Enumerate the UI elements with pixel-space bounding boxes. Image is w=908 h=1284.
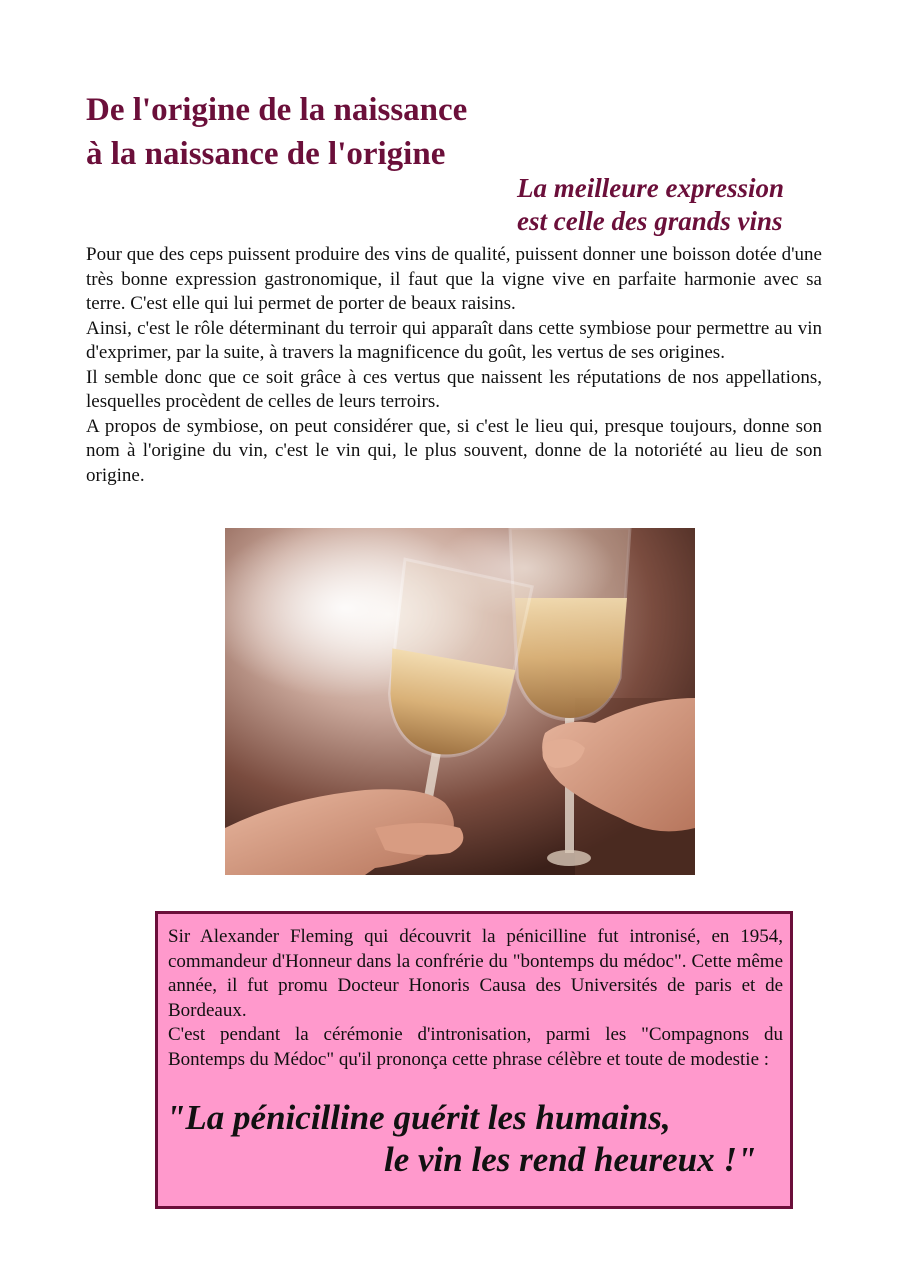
champagne-toast-photo (225, 528, 695, 875)
page-subtitle-line-2: est celle des grands vins (517, 206, 783, 236)
quote-box-paragraph: Sir Alexander Fleming qui découvrit la pénicilline fut intronisé, en 1954, commandeur d'Honneur dans la confrérie du "bontemps du médoc". Cette même année, il fut promu Docteur Honoris Causa des Universités de paris et de Bordeaux. (168, 926, 783, 1021)
article-paragraph: Pour que des ceps puissent produire des vins de qualité, puissent donner une boisson dotée d'une très bonne expression gastronomique, il faut que la vigne vive en parfaite harmonie avec sa terre. C'est elle qui lui permet de porter de beaux raisins. (86, 244, 822, 314)
page-title-line-2: à la naissance de l'origine (86, 136, 446, 172)
page-subtitle (517, 172, 847, 238)
quote-box-paragraph: C'est pendant la cérémonie d'intronisation, parmi les "Compagnons du Bontemps du Médoc" qu'il prononça cette phrase célèbre et toute de modestie : (168, 1024, 783, 1070)
page-subtitle-line-1: La meilleure expression (517, 173, 784, 203)
page-title-line-1: De l'origine de la naissance (86, 92, 468, 128)
page-title (86, 88, 826, 176)
famous-quote-line-2: le vin les rend heureux !" (384, 1140, 757, 1179)
famous-quote (166, 1097, 781, 1181)
article-paragraph: Il semble donc que ce soit grâce à ces vertus que naissent les réputations de nos appellations, lesquelles procèdent de celles de leurs terroirs. (86, 366, 822, 412)
quote-box-text (168, 925, 783, 1072)
article-paragraph: Ainsi, c'est le rôle déterminant du terroir qui apparaît dans cette symbiose pour permettre au vin d'exprimer, par la suite, à travers la magnificence du goût, les vertus de ses origines. (86, 317, 822, 363)
famous-quote-line-1: "La pénicilline guérit les humains, (166, 1098, 671, 1137)
article-body (86, 243, 822, 488)
article-paragraph: A propos de symbiose, on peut considérer que, si c'est le lieu qui, presque toujours, donne son nom à l'origine du vin, c'est le vin qui, le plus souvent, donne de la notoriété au lieu de son origine. (86, 415, 822, 486)
fleming-quote-box (155, 911, 793, 1209)
